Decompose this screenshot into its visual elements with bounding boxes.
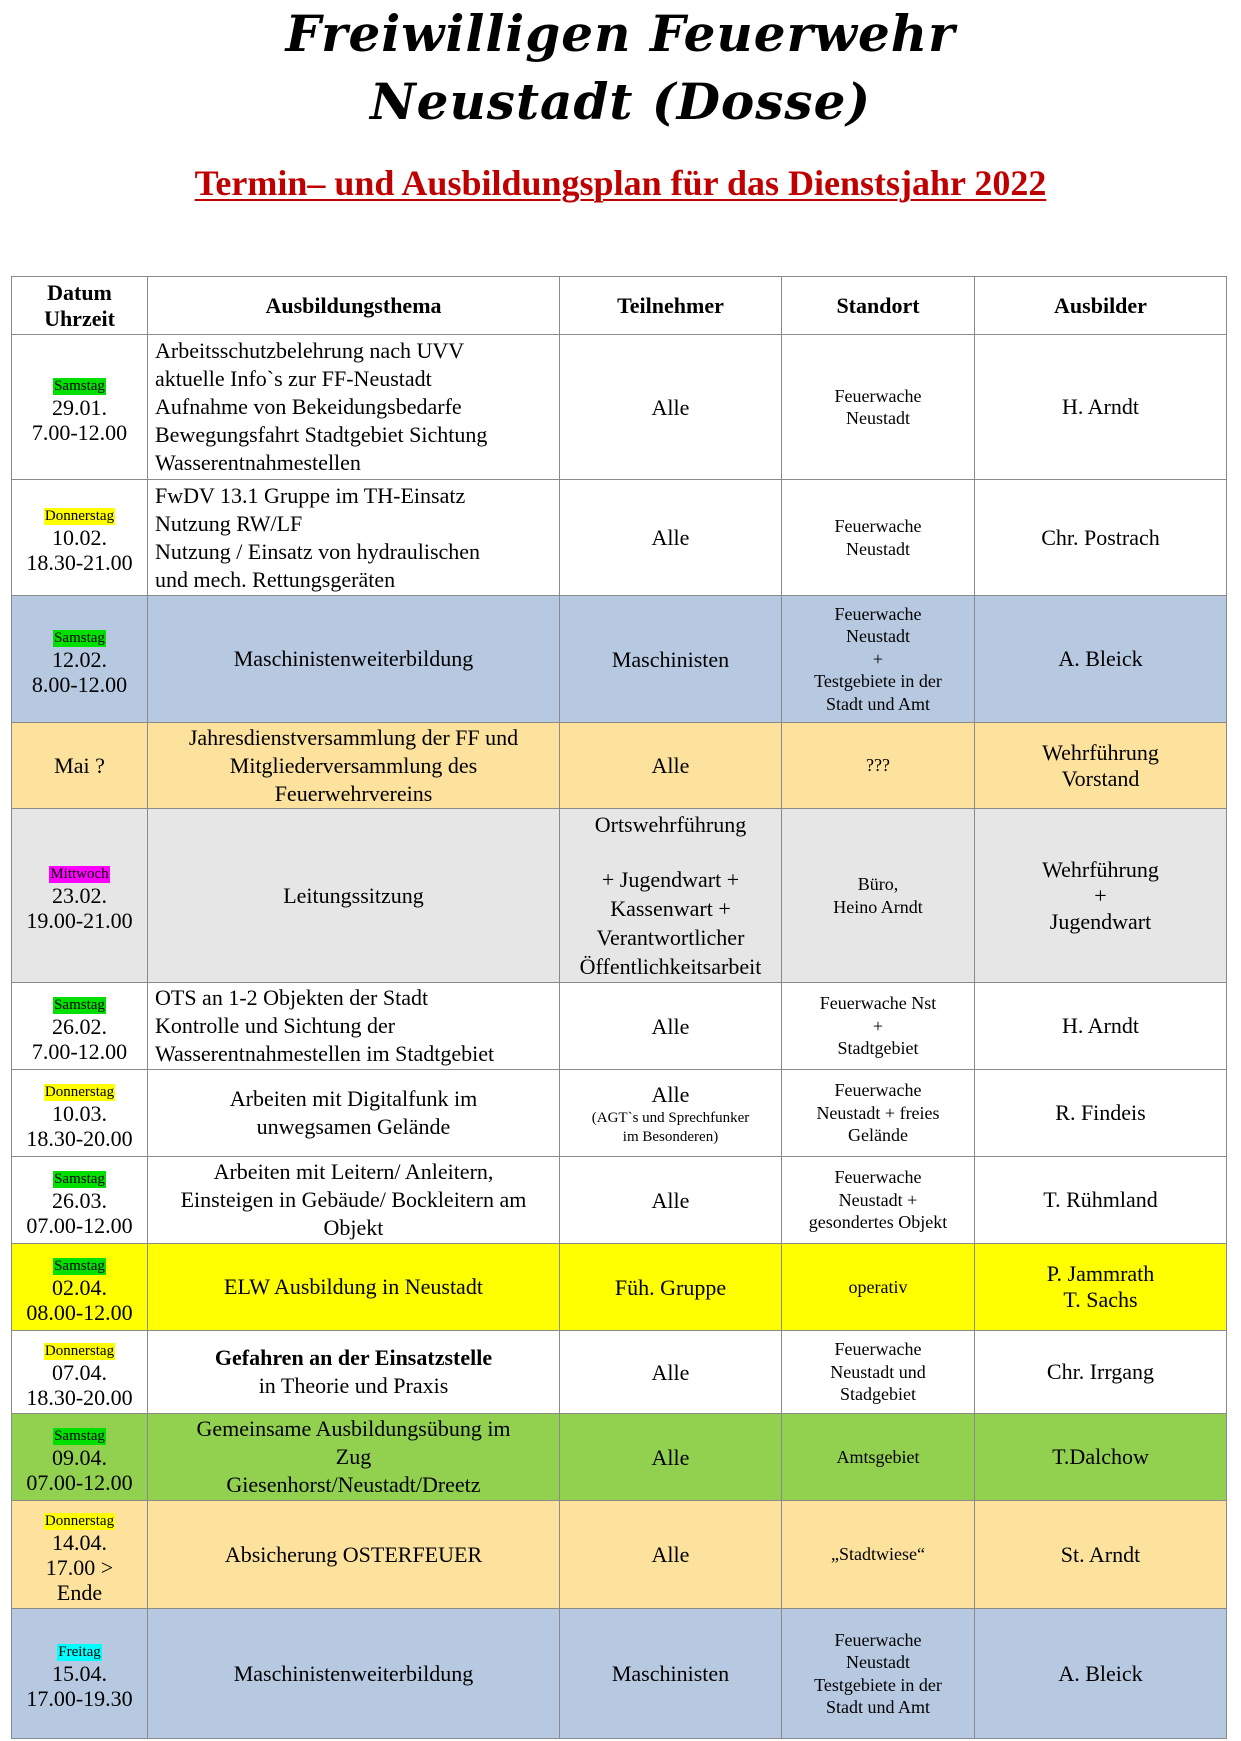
trainer-cell [975, 596, 1227, 723]
participants-value: Alle [651, 394, 690, 420]
column-header-topic: Ausbildungsthema [148, 277, 560, 335]
location-cell [782, 1501, 975, 1609]
date-value: 07.04. [52, 1359, 107, 1385]
participants-value: Alle [651, 1359, 690, 1385]
training-topic-cell [148, 1331, 560, 1414]
participants-value: Alle [651, 525, 690, 550]
participants-value: Alle [651, 1187, 690, 1213]
participants-value: Maschinisten [611, 1661, 730, 1686]
training-topic-cell [148, 1609, 560, 1739]
trainer-line: St. Arndt [1060, 1541, 1141, 1567]
training-topic-line: Giesenhorst/Neustadt/Dreetz [226, 1472, 481, 1497]
location-cell [782, 335, 975, 480]
brigade-title-line-2: Neustadt (Dosse) [369, 72, 872, 131]
location-line: Feuerwache Nst [819, 993, 937, 1014]
weekday-badge: Samstag [54, 1170, 105, 1187]
date-time-cell [12, 596, 148, 723]
training-topic-cell [148, 723, 560, 809]
trainer-line: T. Sachs [1063, 1287, 1138, 1312]
trainer-line: Wehrführung [1042, 856, 1159, 882]
training-topic-cell [148, 983, 560, 1070]
trainer-cell [975, 335, 1227, 480]
training-topic-line: Kontrolle und Sichtung der [155, 1013, 396, 1038]
table-row [12, 1070, 1227, 1157]
location-cell [782, 480, 975, 596]
participants-cell [560, 1157, 782, 1244]
training-topic-line: Leitungssitzung [283, 882, 424, 908]
location-line: Feuerwache [834, 1629, 922, 1650]
participants-value: Alle [651, 1081, 690, 1107]
weekday-badge: Samstag [54, 629, 105, 646]
training-topic-line: Gemeinsame Ausbildungsübung im [196, 1416, 511, 1441]
training-topic-line: Feuerwehrvereins [274, 780, 433, 806]
trainer-line: H. Arndt [1062, 1013, 1139, 1038]
training-topic-cell [148, 1070, 560, 1157]
trainer-line: T.Dalchow [1052, 1444, 1149, 1469]
location-line: + [872, 648, 884, 669]
training-topic-line: Zug [335, 1444, 372, 1469]
location-line: gesondertes Objekt [808, 1212, 948, 1233]
date-time-cell [12, 1157, 148, 1244]
table-row [12, 596, 1227, 723]
location-cell [782, 1070, 975, 1157]
training-topic-line: Einsteigen in Gebäude/ Bockleitern am [180, 1187, 527, 1212]
trainer-line: Chr. Irrgang [1046, 1359, 1155, 1384]
training-topic-line: Nutzung RW/LF [155, 510, 303, 536]
date-time-cell [12, 983, 148, 1070]
training-topic-cell [148, 1244, 560, 1331]
trainer-line: Jugendwart [1049, 908, 1152, 934]
plan-title-text: Termin– und Ausbildungsplan für das Dienstsjahr 2022 [194, 163, 1047, 203]
column-header-date-line-2: Uhrzeit [44, 305, 115, 331]
training-topic-line: Objekt [323, 1215, 384, 1240]
participants-note-line: (AGT`s und Sprechfunker [591, 1109, 750, 1126]
training-topic-line: Maschinistenweiterbildung [233, 646, 474, 671]
participants-cell [560, 723, 782, 809]
trainer-line: Vorstand [1061, 765, 1140, 791]
trainer-cell [975, 1414, 1227, 1501]
trainer-line: R. Findeis [1055, 1100, 1146, 1125]
table-row [12, 1157, 1227, 1244]
time-value: 7.00-12.00 [31, 419, 128, 445]
location-line: Neustadt [846, 538, 910, 559]
location-line: Feuerwache [834, 385, 922, 406]
date-value: 10.02. [52, 525, 107, 550]
location-line: Feuerwache [834, 1080, 922, 1101]
date-value: 12.02. [52, 646, 107, 672]
training-topic-line: Arbeiten mit Digitalfunk im [229, 1086, 478, 1111]
trainer-cell [975, 1244, 1227, 1331]
location-line: Neustadt [846, 626, 910, 647]
training-topic-cell [148, 1157, 560, 1244]
date-time-cell [12, 480, 148, 596]
location-line: Heino Arndt [833, 896, 923, 917]
date-time-cell [12, 809, 148, 983]
table-row [12, 1244, 1227, 1331]
date-value: 26.02. [52, 1013, 107, 1039]
trainer-line: H. Arndt [1062, 394, 1139, 419]
training-topic-line: Wasserentnahmestellen im Stadtgebiet [155, 1041, 495, 1066]
location-line: Feuerwache [834, 516, 922, 536]
location-cell [782, 1331, 975, 1414]
participants-note-line: im Besonderen) [622, 1128, 719, 1145]
location-cell [782, 723, 975, 809]
column-header-participants: Teilnehmer [560, 277, 782, 335]
date-time-cell [12, 723, 148, 809]
participants-cell [560, 480, 782, 596]
location-line: Feuerwache [834, 603, 922, 624]
weekday-badge: Donnerstag [44, 1083, 115, 1100]
date-value: 09.04. [52, 1444, 107, 1470]
column-header-location: Standort [782, 277, 975, 335]
participants-cell [560, 596, 782, 723]
table-header-row [12, 277, 1227, 335]
trainer-cell [975, 983, 1227, 1070]
weekday-badge: Samstag [54, 1427, 105, 1444]
training-topic-line: unwegsamen Gelände [256, 1114, 451, 1139]
time-value: 19.00-21.00 [26, 908, 133, 933]
participants-cell [560, 1070, 782, 1157]
weekday-badge: Donnerstag [44, 1342, 115, 1359]
participants-cell [560, 983, 782, 1070]
line-spacer [564, 839, 777, 865]
date-time-cell [12, 1331, 148, 1414]
date-value: Mai ? [54, 753, 105, 778]
training-topic-line: Wasserentnahmestellen [155, 450, 361, 475]
participants-cell [560, 1609, 782, 1739]
training-topic-line: Jahresdienstversammlung der FF und [188, 724, 519, 750]
trainer-cell [975, 1331, 1227, 1414]
trainer-line: T. Rühmland [1043, 1187, 1158, 1212]
location-line: Neustadt + [838, 1189, 918, 1210]
location-line: Stadgebiet [840, 1384, 916, 1405]
training-topic-cell [148, 809, 560, 983]
schedule-table [11, 276, 1227, 1739]
weekday-badge: Mittwoch [50, 866, 109, 882]
table-row [12, 723, 1227, 809]
trainer-line: P. Jammrath [1046, 1261, 1155, 1286]
participants-value: Alle [651, 753, 690, 778]
location-line: Neustadt [846, 1652, 910, 1672]
training-topic-cell [148, 596, 560, 723]
column-header-trainer: Ausbilder [975, 277, 1227, 335]
weekday-badge: Samstag [54, 1257, 105, 1274]
location-line: Feuerwache [834, 1167, 922, 1188]
trainer-cell [975, 1070, 1227, 1157]
date-value: 26.03. [52, 1187, 107, 1213]
date-time-cell [12, 1414, 148, 1501]
trainer-line: + [1094, 882, 1107, 908]
time-value: 18.30-21.00 [26, 550, 133, 575]
training-topic-cell [148, 1501, 560, 1609]
location-cell [782, 983, 975, 1070]
trainer-cell [975, 1609, 1227, 1739]
location-line: operativ [848, 1276, 908, 1297]
weekday-badge: Samstag [54, 996, 105, 1013]
training-topic-line: Bewegungsfahrt Stadtgebiet Sichtung [155, 422, 488, 447]
table-row [12, 480, 1227, 596]
date-value: 14.04. [52, 1529, 107, 1555]
location-line: + [872, 1015, 884, 1036]
table-row [12, 809, 1227, 983]
trainer-line: A. Bleick [1058, 1660, 1143, 1686]
participants-cell [560, 1414, 782, 1501]
table-row [12, 1609, 1227, 1739]
participants-cell [560, 335, 782, 480]
time-value: 08.00-12.00 [26, 1299, 133, 1325]
trainer-cell [975, 723, 1227, 809]
training-topic-line: Absicherung OSTERFEUER [224, 1541, 483, 1567]
brigade-title-line-1: Freiwilligen Feuerwehr [285, 4, 956, 63]
time-value: 18.30-20.00 [26, 1125, 133, 1151]
weekday-badge: Donnerstag [44, 1512, 115, 1529]
date-time-cell [12, 335, 148, 480]
training-topic-line: Maschinistenweiterbildung [233, 1660, 474, 1686]
training-topic-line: Nutzung / Einsatz von hydraulischen [155, 538, 481, 564]
location-line: Stadtgebiet [837, 1038, 919, 1059]
date-time-cell [12, 1501, 148, 1609]
trainer-cell [975, 1157, 1227, 1244]
time-value-line: Ende [56, 1579, 103, 1605]
training-topic-bold: Gefahren an der Einsatzstelle [214, 1345, 493, 1370]
location-line: „Stadtwiese“ [831, 1544, 925, 1565]
weekday-badge: Freitag [58, 1644, 101, 1660]
participants-cell [560, 1244, 782, 1331]
location-cell [782, 1157, 975, 1244]
date-value: 10.03. [52, 1100, 107, 1126]
location-line: Gelände [848, 1125, 908, 1146]
location-line: Stadt und Amt [825, 693, 930, 714]
table-row [12, 1501, 1227, 1609]
location-cell [782, 1609, 975, 1739]
location-line: Amtsgebiet [836, 1446, 920, 1467]
participants-line: Ortswehrführung [594, 812, 747, 837]
location-line: ??? [866, 755, 890, 776]
trainer-cell [975, 1501, 1227, 1609]
trainer-line: Chr. Postrach [1041, 524, 1160, 550]
location-cell [782, 1244, 975, 1331]
location-line: Testgebiete in der [814, 671, 942, 692]
training-topic-line: Arbeitsschutzbelehrung nach UVV [155, 338, 465, 363]
location-line: Neustadt + freies [816, 1102, 940, 1123]
training-topic-cell [148, 335, 560, 480]
training-topic-line: Arbeiten mit Leitern/ Anleitern, [213, 1159, 494, 1184]
location-cell [782, 809, 975, 983]
date-value: 02.04. [52, 1274, 107, 1300]
date-value: 15.04. [52, 1661, 107, 1686]
time-value: 7.00-12.00 [31, 1038, 128, 1064]
date-time-cell [12, 1070, 148, 1157]
training-topic-line: Aufnahme von Bekeidungsbedarfe [155, 394, 462, 419]
trainer-cell [975, 809, 1227, 983]
participants-value: Alle [651, 1542, 690, 1567]
location-line: Neustadt und [830, 1361, 926, 1382]
participants-line: Öffentlichkeitsarbeit [579, 954, 762, 979]
training-topic-cell [148, 1414, 560, 1501]
location-line: Stadt und Amt [825, 1697, 930, 1717]
column-header-date-line-1: Datum [47, 279, 112, 305]
participants-value: Alle [651, 1444, 690, 1470]
time-value-line: 17.00 > [45, 1554, 114, 1580]
table-row [12, 1331, 1227, 1414]
training-topic-line: aktuelle Info`s zur FF-Neustadt [155, 366, 432, 391]
trainer-line: Wehrführung [1042, 739, 1159, 765]
participants-cell [560, 1501, 782, 1609]
location-cell [782, 1414, 975, 1501]
location-line: Feuerwache [834, 1339, 922, 1360]
training-topic-line: FwDV 13.1 Gruppe im TH-Einsatz [155, 482, 466, 508]
date-value: 23.02. [52, 883, 107, 908]
date-time-cell [12, 1609, 148, 1739]
training-topic-line: und mech. Rettungsgeräten [155, 566, 396, 592]
table-row [12, 1414, 1227, 1501]
training-topic-line: OTS an 1-2 Objekten der Stadt [155, 985, 429, 1010]
column-header-date [12, 277, 148, 335]
training-topic-line: Mitgliederversammlung des [229, 752, 478, 778]
time-value: 17.00-19.30 [26, 1686, 133, 1711]
participants-line: Verantwortlicher [596, 925, 745, 950]
training-topic-cell [148, 480, 560, 596]
training-topic-line: in Theorie und Praxis [258, 1373, 449, 1398]
location-line: Testgebiete in der [814, 1674, 942, 1695]
table-row [12, 335, 1227, 480]
participants-value: Füh. Gruppe [614, 1274, 727, 1300]
participants-line: Kassenwart + [610, 896, 731, 921]
weekday-badge: Samstag [54, 377, 105, 394]
participants-line: + Jugendwart + [601, 867, 740, 892]
trainer-cell [975, 480, 1227, 596]
participants-cell [560, 1331, 782, 1414]
weekday-badge: Donnerstag [44, 508, 115, 524]
time-value: 07.00-12.00 [26, 1469, 133, 1495]
trainer-line: A. Bleick [1058, 646, 1143, 671]
date-value: 29.01. [52, 394, 107, 420]
participants-value: Maschinisten [611, 646, 730, 672]
plan-title [0, 162, 1241, 204]
location-cell [782, 596, 975, 723]
date-time-cell [12, 1244, 148, 1331]
training-topic-line: ELW Ausbildung in Neustadt [224, 1274, 483, 1299]
participants-value: Alle [651, 1013, 690, 1039]
time-value: 18.30-20.00 [26, 1384, 133, 1410]
table-row [12, 983, 1227, 1070]
time-value: 8.00-12.00 [31, 671, 128, 697]
location-line: Büro, [857, 874, 899, 894]
time-value: 07.00-12.00 [26, 1212, 133, 1238]
location-line: Neustadt [846, 408, 910, 428]
participants-cell [560, 809, 782, 983]
